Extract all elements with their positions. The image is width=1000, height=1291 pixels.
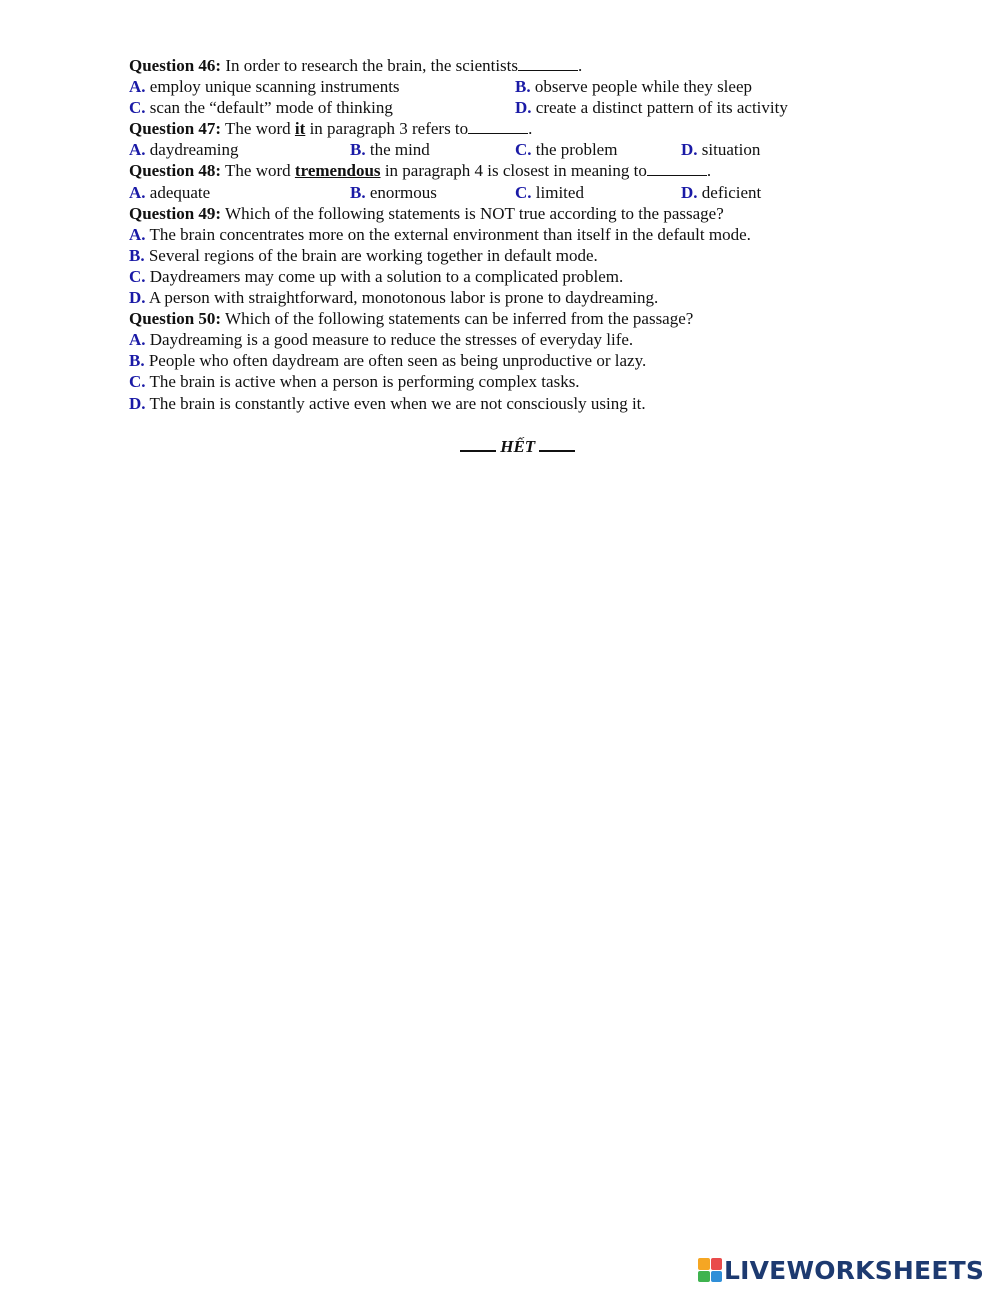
option-b[interactable]: B. People who often daydream are often seen as being unproductive or lazy. (129, 351, 647, 371)
liveworksheets-logo-icon (698, 1258, 722, 1282)
answer-blank (468, 118, 528, 134)
question-50 (129, 308, 829, 329)
question-text: In order to research the brain, the scientists (225, 56, 519, 75)
option-c[interactable]: C. scan the “default” mode of thinking (129, 98, 393, 118)
option-a[interactable]: A. Daydreaming is a good measure to reduce the stresses of everyday life. (129, 330, 634, 350)
underlined-word: it (294, 119, 306, 139)
question-48: Question 48: The word tremendous in paragraph 4 is closest in meaning to . (129, 161, 712, 181)
option-c[interactable]: C. Daydreamers may come up with a solution to a complicated problem. (129, 266, 624, 286)
answer-blank (518, 55, 578, 71)
option-d[interactable]: D. create a distinct pattern of its activity (515, 98, 788, 118)
option-d[interactable]: D. The brain is constantly active even when we are not consciously using it. (129, 393, 646, 413)
end-text: HẾT (500, 437, 536, 456)
underlined-word: tremendous (294, 161, 381, 181)
question-label: Question 47: (129, 119, 222, 139)
question-49 (129, 203, 829, 224)
question-text: Which of the following statements can be inferred from the passage? (225, 309, 694, 329)
option-b[interactable]: B. enormous (350, 182, 437, 202)
question-label: Question 48: (129, 161, 222, 181)
option-b[interactable]: B. Several regions of the brain are working together in default mode. (129, 245, 598, 265)
options-row (129, 182, 829, 203)
question-47: Question 47: The word it in paragraph 3 refers to . (129, 119, 533, 139)
options-row (129, 76, 829, 97)
option-a[interactable]: A. adequate (129, 182, 211, 202)
question-label: Question 46: (129, 56, 222, 75)
option-d[interactable]: D. deficient (681, 182, 762, 202)
option-c[interactable]: C. The brain is active when a person is performing complex tasks. (129, 372, 580, 392)
options-row (129, 139, 829, 160)
option-d[interactable]: D. A person with straightforward, monotonous labor is prone to daydreaming. (129, 288, 659, 308)
option-a[interactable]: A. employ unique scanning instruments (129, 77, 400, 97)
worksheet-questions (129, 55, 829, 414)
divider (539, 436, 575, 452)
divider (460, 436, 496, 452)
option-c[interactable]: C. the problem (515, 140, 618, 160)
brand-name: LIVEWORKSHEETS (724, 1255, 985, 1285)
question-label: Question 50: (129, 309, 222, 329)
question-46: Question 46: In order to research the brain, the scientists . (129, 56, 583, 75)
end-marker (460, 436, 575, 457)
option-b[interactable]: B. the mind (350, 140, 430, 160)
option-a[interactable]: A. The brain concentrates more on the external environment than itself in the default mode. (129, 224, 751, 244)
option-d[interactable]: D. situation (681, 140, 761, 160)
option-c[interactable]: C. limited (515, 182, 584, 202)
question-label: Question 49: (129, 203, 222, 223)
answer-blank (647, 160, 707, 176)
options-row (129, 97, 829, 118)
liveworksheets-logo[interactable] (698, 1256, 984, 1284)
question-text: Which of the following statements is NOT true according to the passage? (225, 203, 724, 223)
option-b[interactable]: B. observe people while they sleep (515, 77, 752, 97)
option-a[interactable]: A. daydreaming (129, 140, 239, 160)
